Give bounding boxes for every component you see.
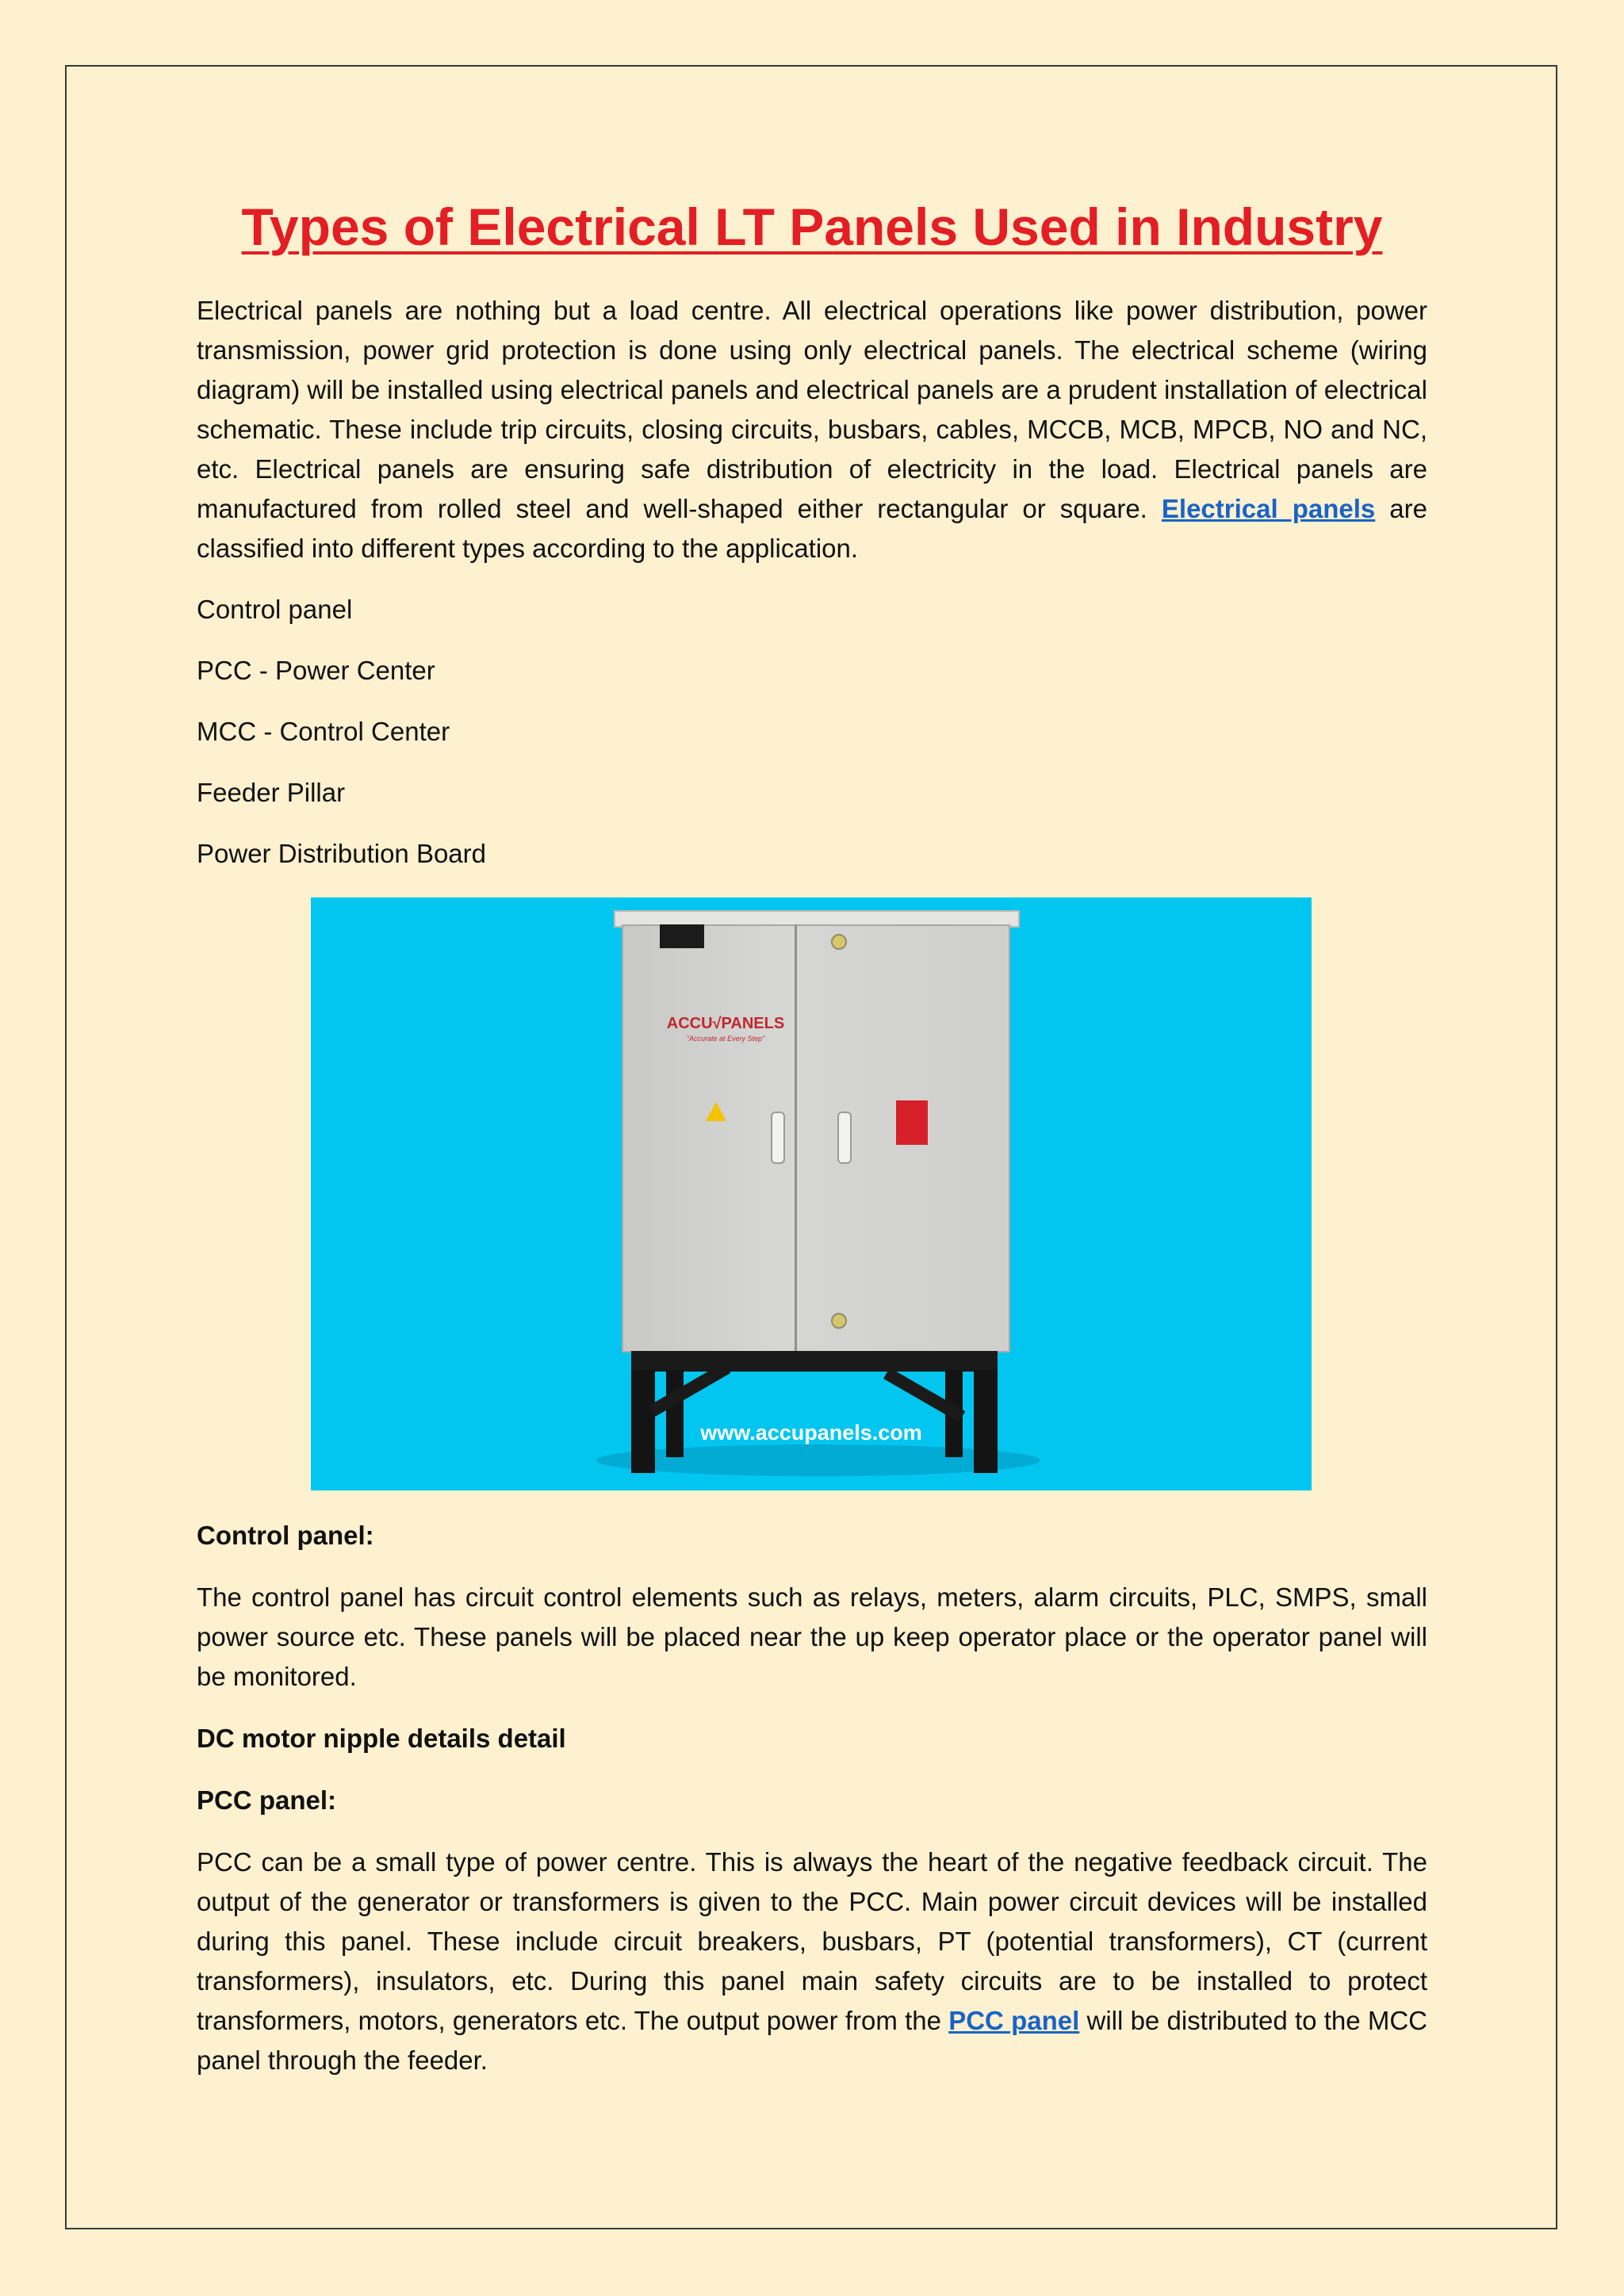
- pcc-panel-heading: PCC panel:: [197, 1785, 337, 1815]
- pcc-text-before-link: PCC can be a small type of power centre. This is always the heart of the negative feedback circuit. The output of the generator or transformers is given to the PCC. Main power circuit devices will be installed during this panel. These include circuit breakers, busbars, PT (potential transformers), CT (current transformers), insulators, etc. During this panel main safety circuits are to be installed to protect transformers, motors, generators etc. The output power from the: [197, 1846, 1427, 2035]
- document-content: [197, 198, 1427, 2080]
- stand-frame: [631, 1351, 998, 1372]
- accupanels-logo: [650, 1015, 801, 1059]
- door-handle: [771, 1112, 785, 1164]
- logo-tagline: "Accurate at Every Step": [686, 1034, 765, 1043]
- danger-sign-icon: [896, 1100, 928, 1145]
- image-watermark: www.accupanels.com: [700, 1420, 922, 1445]
- door-lock-icon: [831, 1313, 847, 1329]
- control-panel-paragraph: The control panel has circuit control elements such as relays, meters, alarm circuits, PLC, SMPS, small power source etc. These panels will be placed near the up keep operator place or the operator panel will be monitored.: [197, 1582, 1427, 1691]
- warning-triangle-icon: [706, 1102, 726, 1121]
- pcc-panel-link[interactable]: PCC panel: [948, 2005, 1080, 2035]
- panel-type-item: Control panel: [197, 594, 353, 624]
- panel-type-item: Power Distribution Board: [197, 838, 486, 868]
- intro-text-after-link: are classified into different types according to the application.: [197, 493, 1427, 563]
- figure-wrapper: [197, 897, 1427, 1490]
- dc-motor-heading: DC motor nipple details detail: [197, 1723, 566, 1753]
- cabinet-body: [622, 924, 1010, 1353]
- logo-text: ACCU√PANELS: [666, 1014, 785, 1032]
- panel-type-item: MCC - Control Center: [197, 716, 450, 746]
- pcc-text-after-link: will be distributed to the MCC panel through the feeder.: [197, 2005, 1427, 2075]
- intro-paragraph: [197, 291, 1427, 568]
- door-handle: [837, 1112, 852, 1164]
- page-title: Types of Electrical LT Panels Used in Industry: [241, 197, 1383, 256]
- panel-type-item: PCC - Power Center: [197, 655, 435, 685]
- door-split-line: [795, 924, 797, 1351]
- name-plate: [660, 924, 704, 948]
- panel-type-item: Feeder Pillar: [197, 777, 346, 807]
- electrical-panel-photo: [311, 897, 1312, 1490]
- door-lock-icon: [831, 934, 847, 950]
- intro-text-before-link: Electrical panels are nothing but a load centre. All electrical operations like power distribution, power transmission, power grid protection is done using only electrical panels. The electrical scheme (wiring diagram) will be installed using electrical panels and electrical panels are a prudent installation of electrical schematic. These include trip circuits, closing circuits, busbars, cables, MCCB, MCB, MPCB, NO and NC, etc. Electrical panels are ensuring safe distribution of electricity in the load. Electrical panels are manufactured from rolled steel and well-shaped either rectangular or square.: [197, 295, 1427, 523]
- control-panel-heading: Control panel:: [197, 1520, 374, 1550]
- electrical-panels-link[interactable]: Electrical panels: [1161, 493, 1376, 523]
- pcc-paragraph: [197, 1843, 1427, 2080]
